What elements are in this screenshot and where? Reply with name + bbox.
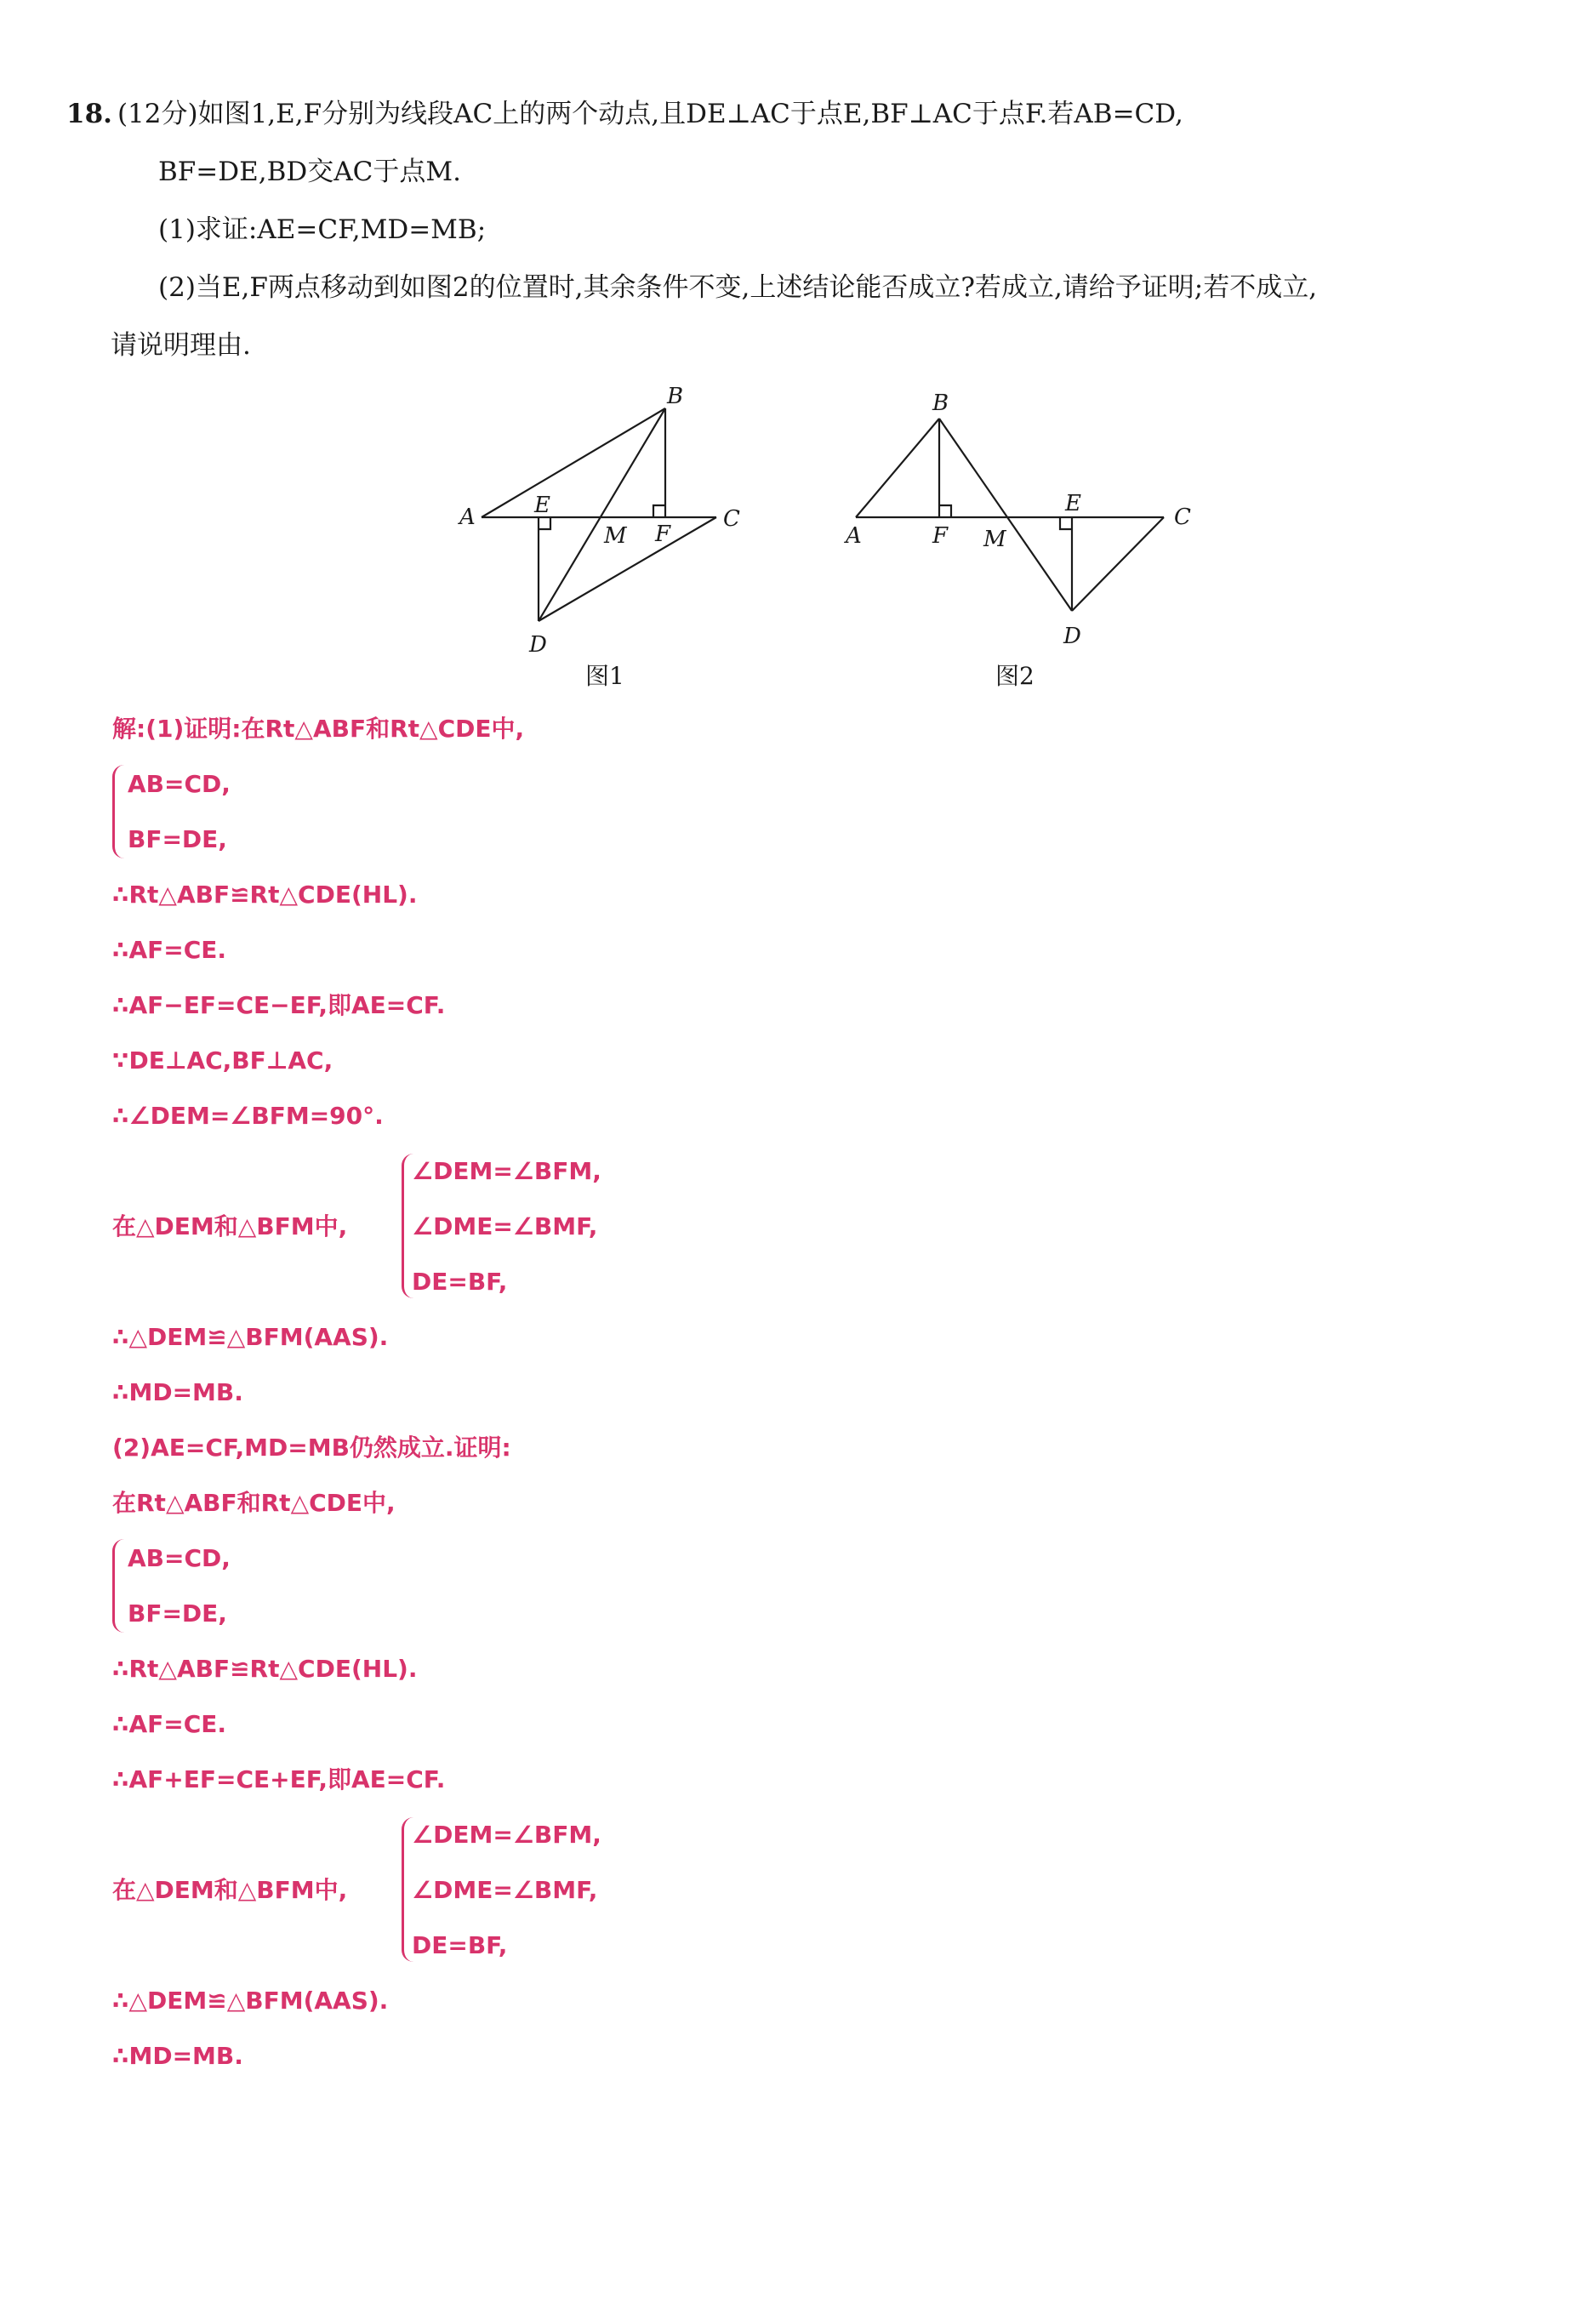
solution-line: ∴AF−EF=CE−EF,即AE=CF. — [112, 991, 446, 1019]
system-line: BF=DE, — [128, 825, 227, 853]
question-number: 18. — [66, 99, 112, 129]
fig2-label-e: E — [1065, 491, 1081, 516]
figure-2-caption: 图2 — [995, 662, 1035, 690]
solution-line: ∴MD=MB. — [112, 1378, 243, 1406]
fig1-label-f: F — [655, 522, 671, 547]
fig2-label-b: B — [932, 391, 949, 416]
figure-1-caption: 图1 — [585, 662, 624, 690]
fig1-label-a: A — [459, 505, 476, 530]
fig1-label-c: C — [723, 506, 740, 532]
solution-line: ∴∠DEM=∠BFM=90°. — [112, 1102, 384, 1130]
solution-line: ∴△DEM≌△BFM(AAS). — [112, 1987, 389, 2015]
solution-part-2-header: (2)AE=CF,MD=MB仍然成立.证明: — [112, 1434, 511, 1462]
brace — [112, 1539, 127, 1633]
system-line: DE=BF, — [412, 1268, 508, 1296]
figures — [442, 373, 1259, 706]
solution-line: ∴Rt△ABF≌Rt△CDE(HL). — [112, 1655, 418, 1683]
system-line: DE=BF, — [412, 1931, 508, 1959]
fig1-label-e: E — [534, 493, 550, 518]
system-line: ∠DEM=∠BFM, — [412, 1821, 601, 1849]
solution-line: ∴△DEM≌△BFM(AAS). — [112, 1323, 389, 1351]
solution-part-2-system-1 — [112, 1531, 1388, 1641]
figure-2-labels — [844, 391, 1191, 649]
system-line: BF=DE, — [128, 1599, 227, 1628]
system-lead: 在△DEM和△BFM中, — [112, 1876, 348, 1904]
system-line: ∠DME=∠BMF, — [412, 1876, 598, 1904]
fig2-label-m: M — [983, 527, 1006, 552]
question-part-1: (1)求证:AE=CF,MD=MB; — [158, 214, 487, 245]
figure-1-lines — [482, 408, 716, 621]
brace — [112, 765, 127, 858]
figure-2-lines — [856, 419, 1164, 611]
solution-line: 在Rt△ABF和Rt△CDE中, — [112, 1489, 396, 1517]
solution-part-1-system-1 — [112, 756, 1388, 867]
solution-part-2-system-2 — [112, 1807, 1388, 1973]
system-lead: 在△DEM和△BFM中, — [112, 1212, 348, 1240]
fig1-label-m: M — [604, 523, 627, 549]
question — [66, 85, 1547, 374]
fig2-label-f: F — [932, 523, 949, 549]
figures-svg — [442, 373, 1259, 706]
fig2-label-c: C — [1174, 505, 1191, 530]
fig2-label-d: D — [1063, 624, 1081, 649]
fig2-label-a: A — [846, 523, 862, 549]
solution-part-1-system-2 — [112, 1143, 1388, 1309]
question-line-1 — [66, 85, 1547, 143]
question-text-1: (12分)如图1,E,F分别为线段AC上的两个动点,且DE⊥AC于点E,BF⊥AC于点F.若AB=CD, — [117, 99, 1183, 129]
system-line: AB=CD, — [128, 770, 231, 798]
solution-line: ∴AF=CE. — [112, 1710, 227, 1738]
question-part-2-line-1: (2)当E,F两点移动到如图2的位置时,其余条件不变,上述结论能否成立?若成立,请给予证明;若不成立, — [158, 272, 1318, 303]
solution-line: ∵DE⊥AC,BF⊥AC, — [112, 1046, 333, 1075]
fig1-label-b: B — [667, 384, 684, 409]
solution-line: ∴AF+EF=CE+EF,即AE=CF. — [112, 1765, 446, 1793]
solution-line: ∴Rt△ABF≌Rt△CDE(HL). — [112, 881, 418, 909]
question-line-2: BF=DE,BD交AC于点M. — [158, 157, 461, 187]
solution-line: ∴AF=CE. — [112, 936, 227, 964]
system-line: AB=CD, — [128, 1544, 231, 1572]
solution-part-1-header: 解:(1)证明:在Rt△ABF和Rt△CDE中, — [112, 715, 525, 743]
system-line: ∠DEM=∠BFM, — [412, 1157, 601, 1185]
solution — [112, 701, 1388, 2084]
solution-line: ∴MD=MB. — [112, 2042, 243, 2070]
system-line: ∠DME=∠BMF, — [412, 1212, 598, 1240]
question-part-2-line-2: 请说明理由. — [111, 330, 251, 361]
fig1-label-d: D — [529, 632, 547, 658]
